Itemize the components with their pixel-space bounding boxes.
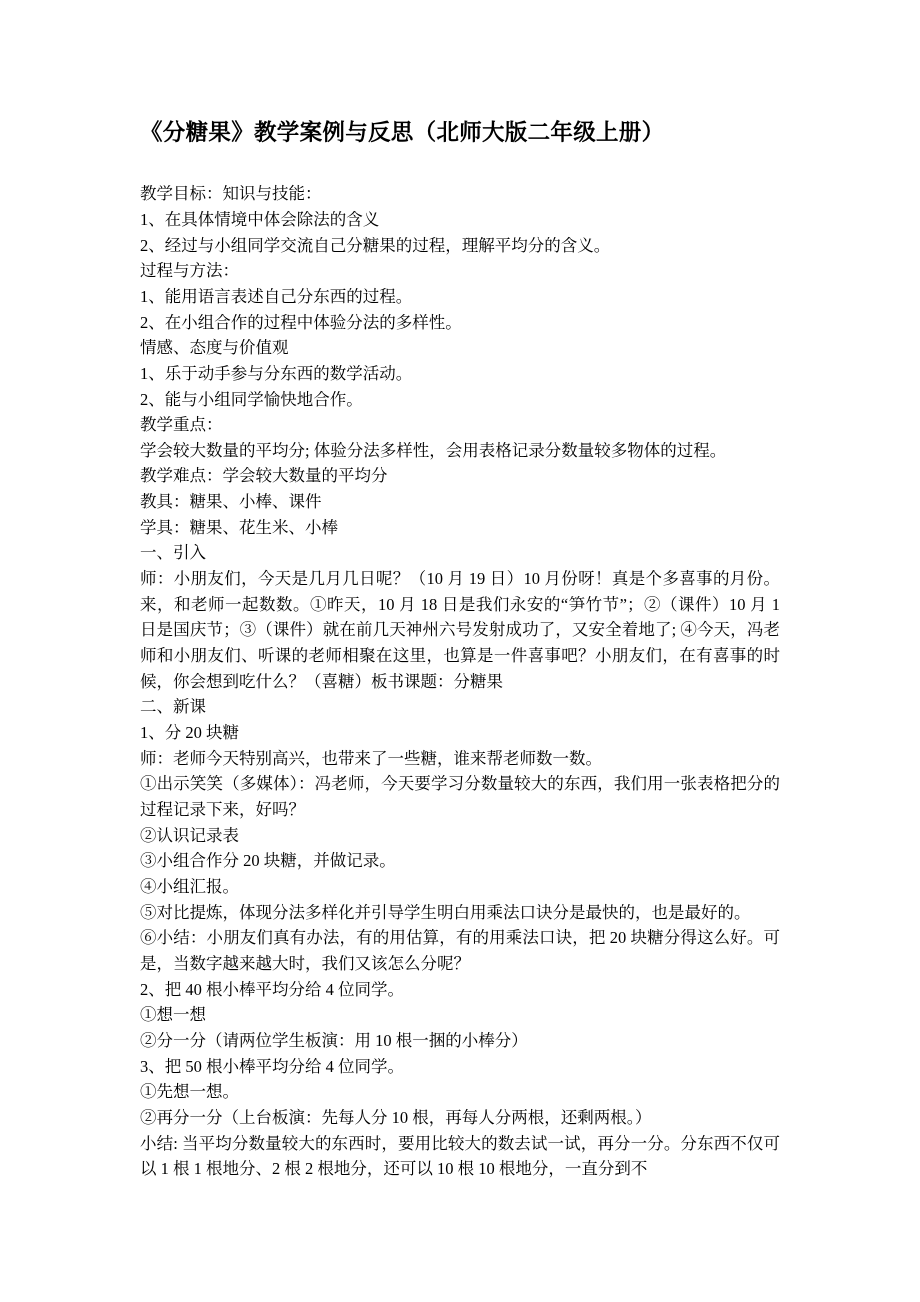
document-body <box>140 181 785 1182</box>
paragraph: 教学重点： <box>140 415 223 435</box>
paragraph: 1、在具体情境中体会除法的含义 <box>140 209 380 229</box>
paragraph: 1、乐于动手参与分东西的数学活动。 <box>140 363 413 383</box>
paragraph: ③小组合作分 20 块糖，并做记录。 <box>140 851 396 871</box>
paragraph: 2、把 40 根小棒平均分给 4 位同学。 <box>140 979 404 999</box>
paragraph: ②分一分（请两位学生板演：用 10 根一捆的小棒分） <box>140 1030 528 1050</box>
paragraph: ②认识记录表 <box>140 825 239 845</box>
paragraph: 2、在小组合作的过程中体验分法的多样性。 <box>140 312 462 332</box>
paragraph: 过程与方法： <box>140 261 239 281</box>
paragraph: 二、新课 <box>140 697 206 717</box>
paragraph: 学具：糖果、花生米、小棒 <box>140 517 338 537</box>
paragraph: 2、能与小组同学愉快地合作。 <box>140 389 363 409</box>
page-title: 《分糖果》教学案例与反思（北师大版二年级上册） <box>140 120 665 145</box>
paragraph: ④小组汇报。 <box>140 876 239 896</box>
paragraph: 1、分 20 块糖 <box>140 723 239 743</box>
paragraph: 教学难点：学会较大数量的平均分 <box>140 466 388 486</box>
paragraph: 教学目标：知识与技能： <box>140 184 322 204</box>
paragraph: ①出示笑笑（多媒体）：冯老师，今天要学习分数量较大的东西，我们用一张表格把分的过程记录下来，好吗？ <box>140 774 780 819</box>
paragraph: ①想一想 <box>140 1005 206 1025</box>
paragraph: ⑥小结：小朋友们真有办法，有的用估算，有的用乘法口诀，把 20 块糖分得这么好。可是，当数字越来越大时，我们又该怎么分呢？ <box>140 928 780 973</box>
paragraph: ⑤对比提炼，体现分法多样化并引导学生明白用乘法口诀分是最快的，也是最好的。 <box>140 902 751 922</box>
paragraph: 一、引入 <box>140 543 206 563</box>
paragraph: ①先想一想。 <box>140 1082 239 1102</box>
paragraph: 情感、态度与价值观 <box>140 338 289 358</box>
paragraph: 学会较大数量的平均分; 体验分法多样性，会用表格记录分数量较多物体的过程。 <box>140 440 727 460</box>
paragraph: ②再分一分（上台板演：先每人分 10 根，再每人分两根，还剩两根。） <box>140 1107 652 1127</box>
paragraph: 师：小朋友们，今天是几月几日呢？（10 月 19 日）10 月份呀！真是个多喜事的月份。来，和老师一起数数。①昨天，10 月 18 日是我们永安的“笋竹节”；②（课件）10 月 1 日是国庆节；③（课件）就在前几天神州六号发射成功了，又安全着地了; ④今天，冯老师和小朋友们、听课的老师相聚在这里，也算是一件喜事吧？小朋友们，在有喜事的时候，你会想到吃什么？（喜糖）板书课题：分糖果 <box>140 569 785 691</box>
paragraph: 1、能用语言表述自己分东西的过程。 <box>140 286 413 306</box>
paragraph: 教具：糖果、小棒、课件 <box>140 492 322 512</box>
paragraph: 小结: 当平均分数量较大的东西时，要用比较大的数去试一试，再分一分。分东西不仅可以 1 根 1 根地分、2 根 2 根地分，还可以 10 根 10 根地分，一直分到不 <box>140 1133 780 1179</box>
paragraph: 3、把 50 根小棒平均分给 4 位同学。 <box>140 1056 404 1076</box>
paragraph: 师：老师今天特别高兴，也带来了一些糖，谁来帮老师数一数。 <box>140 748 602 768</box>
paragraph: 2、经过与小组同学交流自己分糖果的过程，理解平均分的含义。 <box>140 235 611 255</box>
